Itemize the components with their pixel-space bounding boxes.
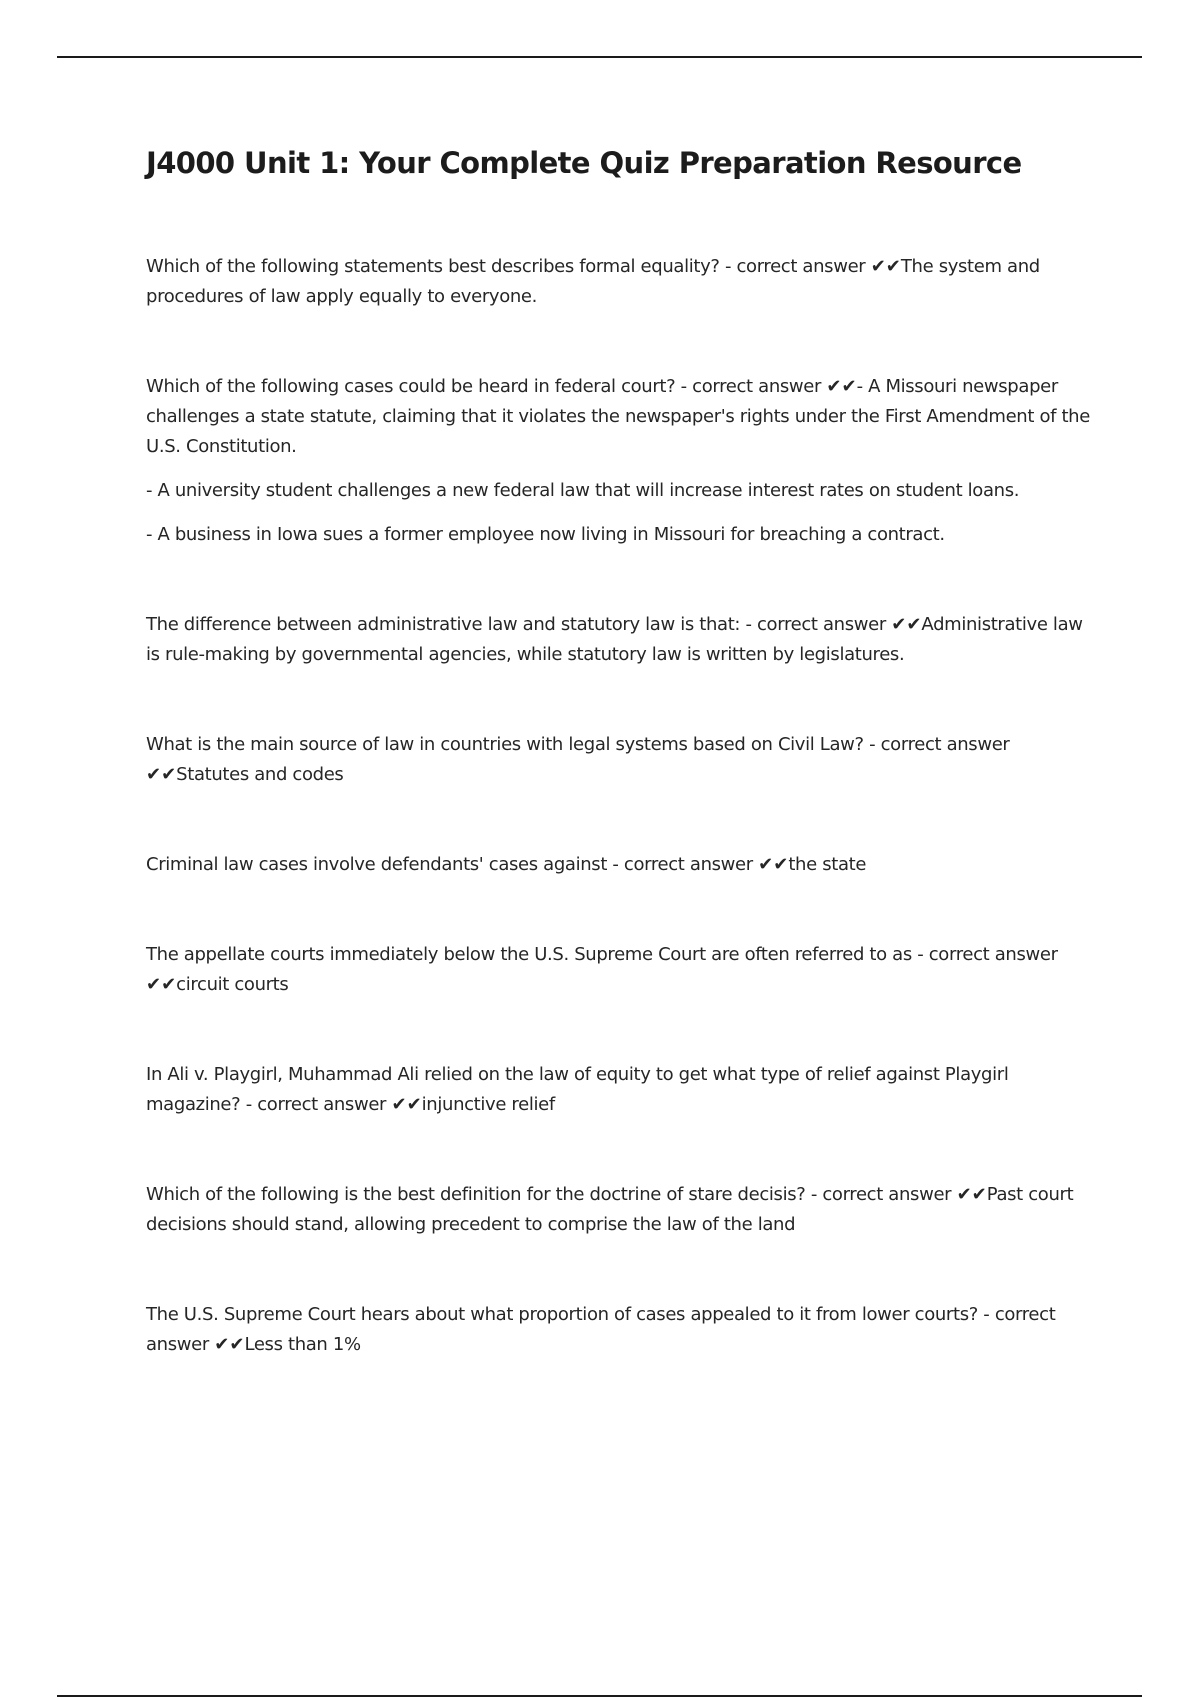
checkmark-icon: ✔✔ [146,764,177,785]
answer-text: the state [788,854,867,875]
qa-text [146,1300,1091,1360]
answer-option: - A business in Iowa sues a former employee now living in Missouri for breaching a contract. [146,524,945,545]
qa-item [146,252,1091,312]
answer-text: Less than 1% [244,1334,361,1355]
checkmark-icon: ✔✔ [391,1094,422,1115]
question-text: The difference between administrative law and statutory law is that: [146,614,741,635]
top-divider [57,56,1142,58]
qa-item [146,372,1091,550]
qa-text [146,730,1091,790]
answer-separator: - correct answer [911,944,1058,965]
qa-text [146,372,1091,462]
checkmark-icon: ✔✔ [870,256,901,277]
qa-item [146,730,1091,790]
question-text: Which of the following cases could be heard in federal court? [146,376,676,397]
answer-separator: - correct answer [719,256,871,277]
page-title: J4000 Unit 1: Your Complete Quiz Preparation Resource [146,146,1022,180]
answer-text: The system and procedures of law apply equally to everyone. [146,256,1040,307]
answer-text: Administrative law is rule-making by governmental agencies, while statutory law is written by legislatures. [146,614,1083,665]
qa-item [146,850,1091,880]
answer-separator: - correct answer [675,376,827,397]
question-text: What is the main source of law in countries with legal systems based on Civil Law? [146,734,864,755]
answer-separator: - correct answer [863,734,1010,755]
qa-item [146,610,1091,670]
answer-text: circuit courts [176,974,289,995]
checkmark-icon: ✔✔ [826,376,857,397]
question-text: Which of the following is the best definition for the doctrine of stare decisis? [146,1184,806,1205]
checkmark-icon: ✔✔ [956,1184,987,1205]
qa-text [146,940,1091,1000]
question-text: Criminal law cases involve defendants' cases against [146,854,608,875]
qa-text [146,1060,1091,1120]
checkmark-icon: ✔✔ [146,974,177,995]
answer-separator: - correct answer [240,1094,392,1115]
answer-text: injunctive relief [421,1094,555,1115]
qa-text [146,1180,1091,1240]
bottom-divider [57,1695,1142,1697]
qa-item [146,1300,1091,1360]
checkmark-icon: ✔✔ [214,1334,245,1355]
answer-option: - A university student challenges a new federal law that will increase interest rates on student loans. [146,480,1020,501]
answer-text: - A Missouri newspaper challenges a state statute, claiming that it violates the newspaper's rights under the First Amendment of the U.S. Constitution. [146,376,1090,457]
qa-item [146,1060,1091,1120]
checkmark-icon: ✔✔ [891,614,922,635]
qa-list [146,252,1091,1360]
answer-separator: - correct answer [607,854,759,875]
question-text: In Ali v. Playgirl, Muhammad Ali relied on the law of equity to get what type of relief against Playgirl magazine? [146,1064,1009,1115]
answer-separator: - correct answer [146,1304,1056,1355]
question-text: The appellate courts immediately below the U.S. Supreme Court are often referred to as [146,944,912,965]
answer-separator: - correct answer [740,614,892,635]
question-text: Which of the following statements best describes formal equality? [146,256,720,277]
qa-text [146,252,1091,312]
question-text: The U.S. Supreme Court hears about what proportion of cases appealed to it from lower courts? [146,1304,978,1325]
qa-item [146,1180,1091,1240]
qa-item [146,940,1091,1000]
answer-text: Past court decisions should stand, allowing precedent to comprise the law of the land [146,1184,1074,1235]
checkmark-icon: ✔✔ [758,854,789,875]
answer-separator: - correct answer [805,1184,957,1205]
qa-text [146,610,1091,670]
answer-text: Statutes and codes [176,764,344,785]
qa-text [146,850,1091,880]
